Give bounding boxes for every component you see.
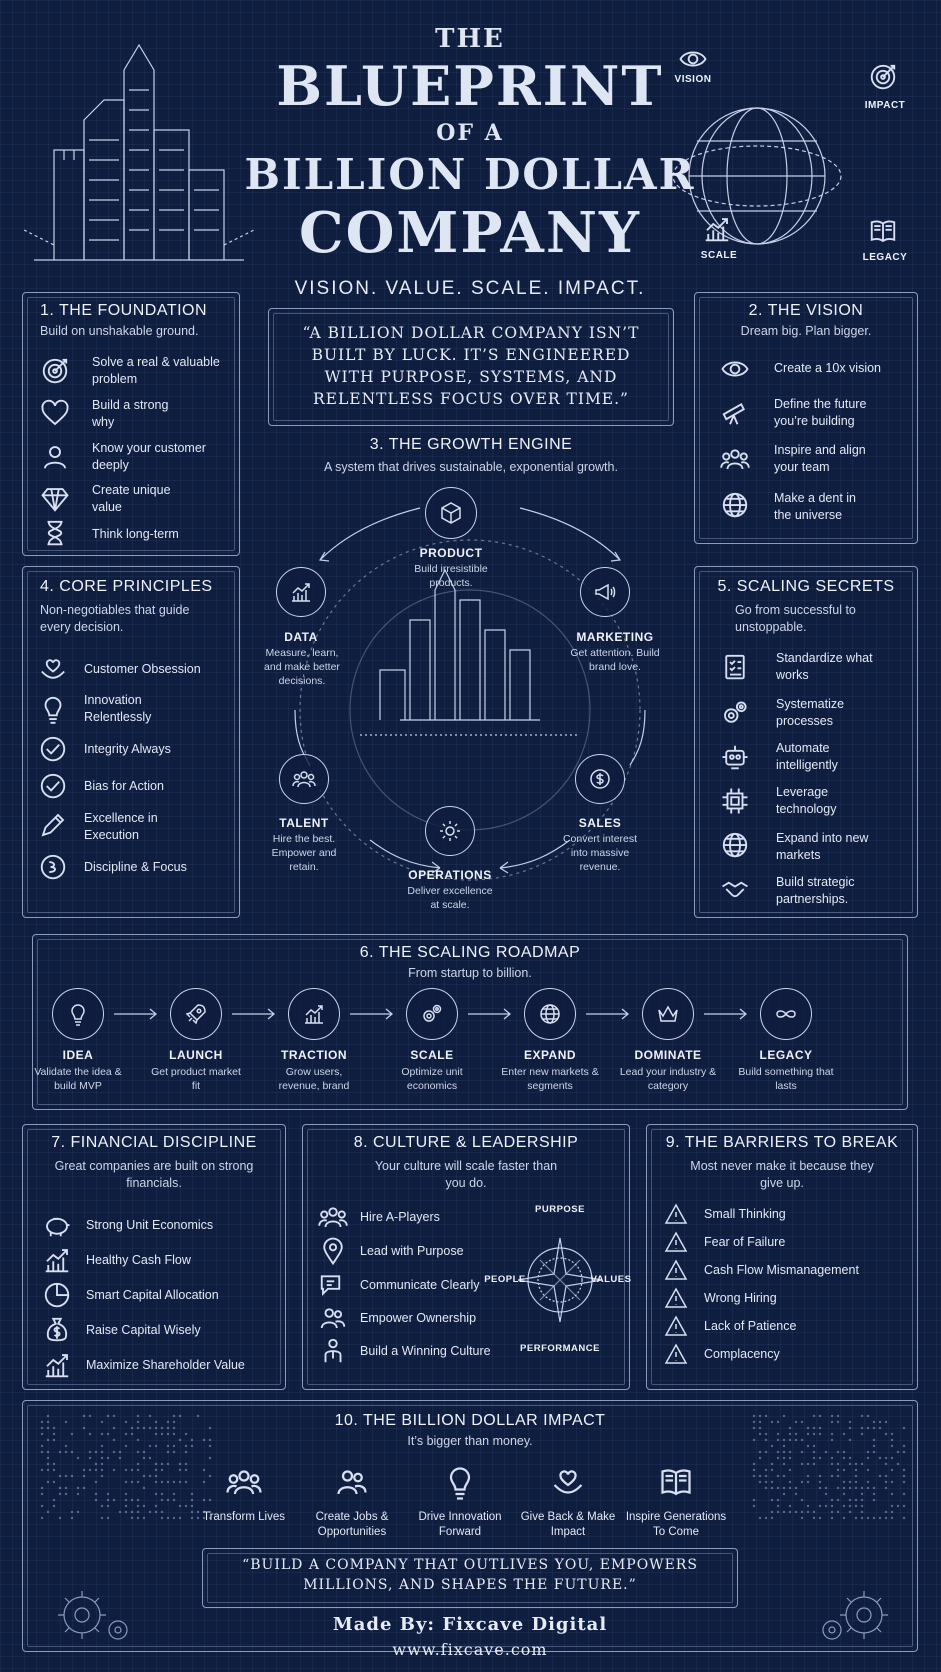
principles-subtitle: Non-negotiables that guide every decision. xyxy=(40,603,190,634)
globe-label-legacy: LEGACY xyxy=(862,252,908,263)
financial-item: Healthy Cash Flow xyxy=(86,1253,191,1267)
robot-icon xyxy=(718,740,752,774)
globe-label-vision: VISION xyxy=(674,74,712,85)
barrier-item: Complacency xyxy=(704,1347,780,1361)
foundation-subtitle: Build on unshakable ground. xyxy=(40,324,199,338)
data-desc: Measure, learn, and make better decisions. xyxy=(264,647,340,687)
culture-item: Empower Ownership xyxy=(360,1311,477,1325)
team-icon xyxy=(316,1200,350,1234)
megaphone-icon xyxy=(593,580,617,604)
gears-icon xyxy=(420,1002,444,1026)
culture-item: Hire A-Players xyxy=(360,1210,440,1224)
arrow-right-icon xyxy=(702,1008,752,1020)
barrier-item: Cash Flow Mismanagement xyxy=(704,1263,859,1277)
roadmap-step-desc: Enter new markets & segments xyxy=(501,1066,599,1092)
focus-icon xyxy=(36,850,70,884)
financial-item: Strong Unit Economics xyxy=(86,1218,214,1232)
principles-item: Discipline & Focus xyxy=(84,860,187,874)
financial-title: 7. FINANCIAL DISCIPLINE xyxy=(51,1134,257,1151)
culture-item: Communicate Clearly xyxy=(360,1278,480,1292)
footer-made-by: Made By: Fixcave Digital xyxy=(332,1614,608,1635)
marketing-label: MARKETING xyxy=(576,630,654,644)
compass-east: VALUES xyxy=(590,1274,632,1285)
data-node xyxy=(276,567,326,617)
footer-url[interactable]: www.fixcave.com xyxy=(392,1640,548,1659)
scaling-subtitle: Go from successful to unstoppable. xyxy=(735,603,856,634)
world-map-right-icon xyxy=(748,1410,908,1520)
heart-icon xyxy=(38,397,72,431)
scale-chart-icon xyxy=(700,212,734,246)
pen-icon xyxy=(36,808,70,842)
foundation-title: 1. THE FOUNDATION xyxy=(40,302,208,319)
culture-item: Lead with Purpose xyxy=(360,1244,464,1258)
principles-title: 4. CORE PRINCIPLES xyxy=(40,578,213,595)
vision-title: 2. THE VISION xyxy=(748,302,864,319)
user-icon xyxy=(38,440,72,474)
bulb-icon xyxy=(66,1002,90,1026)
scaling-item: Build strategic partnerships. xyxy=(776,875,855,906)
impact-item: Create Jobs & Opportunities xyxy=(315,1511,389,1538)
foundation-item: Build a strong why xyxy=(92,398,169,429)
data-label: DATA xyxy=(284,630,318,644)
rocket-icon xyxy=(184,1002,208,1026)
operations-label: OPERATIONS xyxy=(408,868,492,882)
pie-icon xyxy=(40,1278,74,1312)
check-icon xyxy=(36,732,70,766)
culture-item: Build a Winning Culture xyxy=(360,1344,491,1358)
financial-item: Smart Capital Allocation xyxy=(86,1288,219,1302)
arrow-right-icon xyxy=(230,1008,280,1020)
warning-icon xyxy=(662,1312,690,1340)
arrow-right-icon xyxy=(466,1008,516,1020)
roadmap-step-desc: Lead your industry & category xyxy=(619,1066,717,1092)
roadmap-step-legacy xyxy=(760,988,812,1040)
gear-icon xyxy=(438,819,462,843)
vision-item: Make a dent in the universe xyxy=(774,491,856,522)
culture-subtitle: Your culture will scale faster than you do. xyxy=(374,1159,558,1190)
barrier-item: Lack of Patience xyxy=(704,1319,797,1333)
sales-node xyxy=(575,754,625,804)
roadmap-step-label: LEGACY xyxy=(759,1048,813,1062)
chart-icon xyxy=(302,1002,326,1026)
arrow-right-icon xyxy=(112,1008,162,1020)
heart-hand-icon xyxy=(36,652,70,686)
roadmap-step-desc: Build something that lasts xyxy=(738,1066,834,1092)
title-line-blueprint: BLUEPRINT xyxy=(276,54,664,118)
chart-icon xyxy=(40,1348,74,1382)
crown-icon xyxy=(656,1002,680,1026)
pin-icon xyxy=(316,1234,350,1268)
operations-node xyxy=(425,806,475,856)
talent-desc: Hire the best. Empower and retain. xyxy=(271,833,337,873)
marketing-desc: Get attention. Build brand love. xyxy=(570,647,660,673)
barrier-item: Fear of Failure xyxy=(704,1235,786,1249)
marketing-node xyxy=(580,567,630,617)
roadmap-step-traction xyxy=(288,988,340,1040)
warning-icon xyxy=(662,1256,690,1284)
talent-node xyxy=(279,754,329,804)
tagline: VISION. VALUE. SCALE. IMPACT. xyxy=(294,278,646,299)
check-icon xyxy=(36,769,70,803)
roadmap-step-label: TRACTION xyxy=(281,1048,347,1062)
bulb-icon xyxy=(440,1462,480,1502)
talent-label: TALENT xyxy=(279,816,329,830)
globe-label-scale: SCALE xyxy=(700,250,738,261)
impact-item: Inspire Generations To Come xyxy=(625,1511,727,1538)
globe-icon xyxy=(718,828,752,862)
roadmap-step-desc: Optimize unit economics xyxy=(401,1066,463,1092)
chat-icon xyxy=(316,1268,350,1302)
gears-icon xyxy=(718,696,752,730)
gear-decoration-right-icon xyxy=(820,1580,900,1650)
scaling-item: Automate intelligently xyxy=(776,741,838,772)
gear-decoration-left-icon xyxy=(52,1580,132,1650)
roadmap-step-label: SCALE xyxy=(410,1048,454,1062)
arrow-right-icon xyxy=(584,1008,634,1020)
compass-north: PURPOSE xyxy=(535,1204,585,1215)
roadmap-step-label: EXPAND xyxy=(523,1048,577,1062)
globe-label-impact: IMPACT xyxy=(864,100,906,111)
warning-icon xyxy=(662,1284,690,1312)
team-icon xyxy=(224,1462,264,1502)
growth-title: 3. THE GROWTH ENGINE xyxy=(369,436,573,453)
financial-item: Raise Capital Wisely xyxy=(86,1323,201,1337)
target-icon xyxy=(38,354,72,388)
scaling-item: Standardize what works xyxy=(776,651,873,682)
eye-icon xyxy=(718,352,752,386)
warning-icon xyxy=(662,1200,690,1228)
vision-item: Inspire and align your team xyxy=(774,443,866,474)
impact-item: Transform Lives xyxy=(202,1511,285,1523)
book-icon xyxy=(656,1462,696,1502)
operations-desc: Deliver excellence at scale. xyxy=(407,885,493,911)
title-line-billion-dollar: BILLION DOLLAR xyxy=(244,150,696,199)
hourglass-icon xyxy=(38,516,72,550)
impact-target-icon xyxy=(866,60,900,94)
handshake-icon xyxy=(718,872,752,906)
principles-item: Innovation Relentlessly xyxy=(84,693,152,724)
roadmap-step-desc: Get product market fit xyxy=(151,1066,241,1092)
team-icon xyxy=(292,767,316,791)
impact-item: Give Back & Make Impact xyxy=(520,1511,616,1538)
globe-icon xyxy=(718,488,752,522)
roadmap-step-scale xyxy=(406,988,458,1040)
roadmap-step-label: DOMINATE xyxy=(634,1048,702,1062)
roadmap-step-desc: Grow users, revenue, brand xyxy=(278,1066,350,1092)
roadmap-step-dominate xyxy=(642,988,694,1040)
growth-subtitle: A system that drives sustainable, exponential growth. xyxy=(324,460,618,474)
impact-subtitle: It’s bigger than money. xyxy=(407,1434,533,1448)
roadmap-step-label: LAUNCH xyxy=(169,1048,223,1062)
financial-item: Maximize Shareholder Value xyxy=(86,1358,245,1372)
barrier-item: Small Thinking xyxy=(704,1207,786,1221)
warning-icon xyxy=(662,1228,690,1256)
principles-item: Customer Obsession xyxy=(84,662,201,676)
principles-item: Integrity Always xyxy=(84,742,171,756)
culture-title: 8. CULTURE & LEADERSHIP xyxy=(353,1134,579,1151)
team-icon xyxy=(718,442,752,476)
scaling-item: Systematize processes xyxy=(776,697,845,728)
globe-icon xyxy=(538,1002,562,1026)
dollar-icon xyxy=(588,767,612,791)
heart-hand-icon xyxy=(548,1462,588,1502)
vision-subtitle: Dream big. Plan bigger. xyxy=(740,324,872,338)
bulb-icon xyxy=(36,692,70,726)
checklist-icon xyxy=(718,650,752,684)
scaling-item: Expand into new markets xyxy=(776,831,869,862)
title-line-the: THE xyxy=(435,24,505,54)
quote-bottom: “BUILD A COMPANY THAT OUTLIVES YOU, EMPOWERS MILLIONS, AND SHAPES THE FUTURE.” xyxy=(242,1557,698,1593)
piggy-icon xyxy=(40,1208,74,1242)
barrier-item: Wrong Hiring xyxy=(704,1291,777,1305)
roadmap-step-desc: Validate the idea & build MVP xyxy=(34,1066,122,1092)
people-icon xyxy=(316,1301,350,1335)
title-line-of-a: OF A xyxy=(436,120,504,146)
foundation-item: Create unique value xyxy=(92,483,171,514)
roadmap-subtitle: From startup to billion. xyxy=(408,966,532,980)
diamond-icon xyxy=(38,482,72,516)
financial-subtitle: Great companies are built on strong financials. xyxy=(54,1159,254,1190)
chip-icon xyxy=(718,784,752,818)
vision-item: Define the future you’re building xyxy=(774,397,867,428)
chart-icon xyxy=(289,580,313,604)
world-map-left-icon xyxy=(36,1410,216,1520)
people-icon xyxy=(332,1462,372,1502)
vision-item: Create a 10x vision xyxy=(774,361,882,375)
sales-desc: Convert interest into massive revenue. xyxy=(562,833,638,873)
legacy-building-icon xyxy=(866,214,900,248)
product-label: PRODUCT xyxy=(419,546,483,560)
sales-label: SALES xyxy=(578,816,622,830)
roadmap-step-expand xyxy=(524,988,576,1040)
product-box-icon xyxy=(439,501,463,525)
moneybag-icon xyxy=(40,1313,74,1347)
compass-south: PERFORMANCE xyxy=(520,1343,600,1354)
impact-item: Drive Innovation Forward xyxy=(418,1511,502,1538)
infinity-icon xyxy=(774,1002,798,1026)
foundation-item: Solve a real & valuable problem xyxy=(92,355,220,386)
barriers-subtitle: Most never make it because they give up. xyxy=(690,1159,874,1190)
scaling-item: Leverage technology xyxy=(776,785,837,816)
barriers-title: 9. THE BARRIERS TO BREAK xyxy=(665,1134,899,1151)
roadmap-step-label: IDEA xyxy=(62,1048,94,1062)
quote-top: “A BILLION DOLLAR COMPANY ISN’T BUILT BY LUCK. IT’S ENGINEERED WITH PURPOSE, SYSTEMS, AND RELENTLESS FOCUS OVER TIME.” xyxy=(302,324,640,408)
compass-west: PEOPLE xyxy=(484,1274,526,1285)
warning-icon xyxy=(662,1340,690,1368)
foundation-item: Know your customer deeply xyxy=(92,441,206,472)
product-node xyxy=(425,487,477,539)
title-line-company: COMPANY xyxy=(299,200,641,266)
roadmap-step-idea xyxy=(52,988,104,1040)
product-desc: Build irresistible products. xyxy=(414,563,488,589)
scaling-title: 5. SCALING SECRETS xyxy=(717,578,895,595)
chart-icon xyxy=(40,1243,74,1277)
arrow-right-icon xyxy=(348,1008,398,1020)
telescope-icon xyxy=(718,396,752,430)
principles-item: Excellence in Execution xyxy=(84,811,158,842)
foundation-item: Think long-term xyxy=(92,527,179,541)
impact-title: 10. THE BILLION DOLLAR IMPACT xyxy=(334,1412,606,1429)
principles-item: Bias for Action xyxy=(84,779,164,793)
leader-icon xyxy=(316,1334,350,1368)
roadmap-title: 6. THE SCALING ROADMAP xyxy=(359,944,581,961)
roadmap-step-launch xyxy=(170,988,222,1040)
